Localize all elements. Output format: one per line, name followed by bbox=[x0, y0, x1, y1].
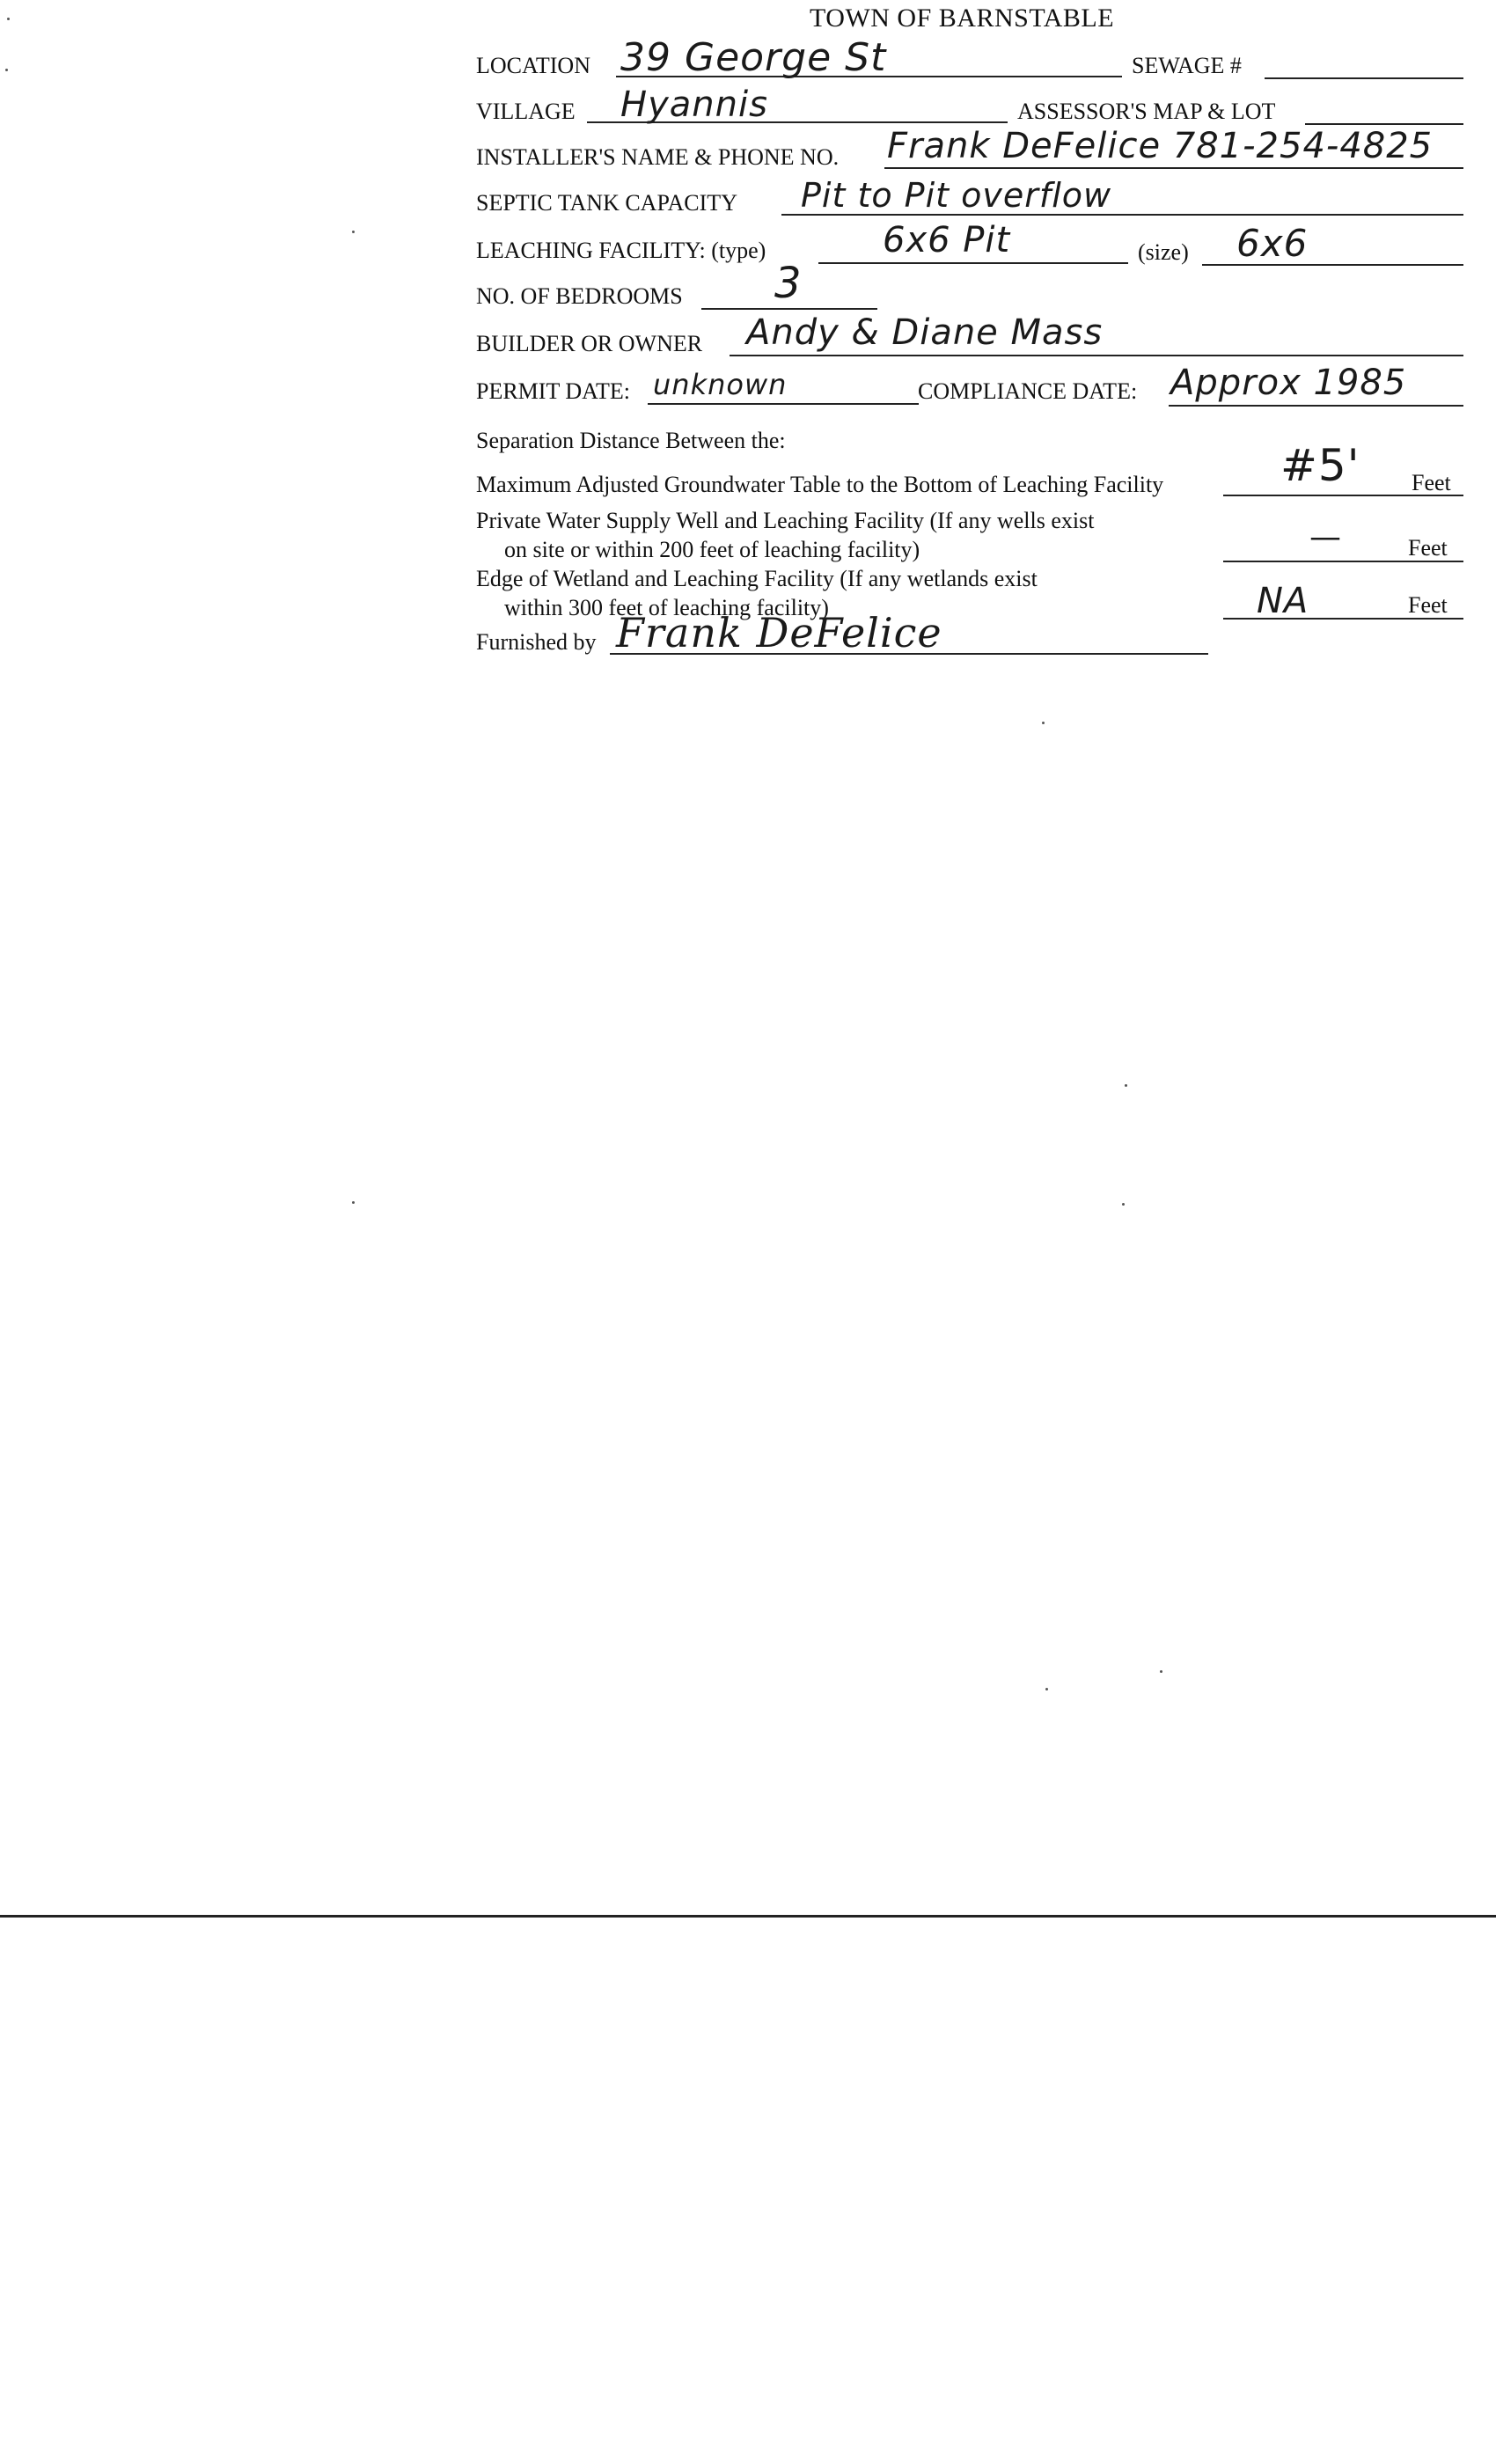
village-value: Hyannis bbox=[620, 84, 768, 125]
leaching-label: LEACHING FACILITY: (type) bbox=[476, 238, 766, 263]
well-feet: Feet bbox=[1408, 535, 1448, 561]
village-label: VILLAGE bbox=[476, 99, 576, 124]
scan-speck bbox=[1125, 1084, 1127, 1087]
scan-speck bbox=[1045, 1688, 1048, 1690]
builder-value: Andy & Diane Mass bbox=[746, 312, 1104, 353]
installer-value: Frank DeFelice 781-254-4825 bbox=[887, 126, 1434, 166]
bedrooms-line bbox=[701, 308, 877, 310]
builder-line bbox=[730, 355, 1463, 356]
leaching-size-label: (size) bbox=[1138, 239, 1189, 265]
groundwater-value: #5' bbox=[1280, 440, 1360, 491]
location-value: 39 George St bbox=[620, 35, 887, 80]
groundwater-feet: Feet bbox=[1412, 470, 1451, 495]
scan-speck bbox=[1122, 1203, 1125, 1206]
permit-value: unknown bbox=[653, 368, 788, 401]
page-bottom-rule bbox=[0, 1915, 1496, 1918]
compliance-value: Approx 1985 bbox=[1170, 363, 1407, 403]
scan-speck bbox=[352, 1201, 355, 1204]
builder-label: BUILDER OR OWNER bbox=[476, 331, 703, 356]
sewage-line bbox=[1265, 77, 1463, 79]
installer-line bbox=[884, 167, 1463, 169]
wetland-feet: Feet bbox=[1408, 592, 1448, 618]
well-value: — bbox=[1309, 519, 1342, 555]
permit-line bbox=[648, 403, 919, 405]
assessor-label: ASSESSOR'S MAP & LOT bbox=[1017, 99, 1276, 124]
septic-value: Pit to Pit overflow bbox=[801, 176, 1112, 215]
scan-speck bbox=[5, 69, 8, 71]
assessor-line bbox=[1305, 123, 1463, 125]
compliance-line bbox=[1169, 405, 1463, 407]
compliance-label: COMPLIANCE DATE: bbox=[918, 378, 1138, 404]
septic-label: SEPTIC TANK CAPACITY bbox=[476, 190, 737, 216]
wetland-value: NA bbox=[1257, 581, 1309, 621]
well-label bbox=[476, 506, 1094, 564]
scan-speck bbox=[1160, 1670, 1162, 1673]
groundwater-label: Maximum Adjusted Groundwater Table to the Bottom of Leaching Facility bbox=[476, 472, 1164, 497]
leaching-type-value: 6x6 Pit bbox=[883, 220, 1011, 260]
permit-label: PERMIT DATE: bbox=[476, 378, 631, 404]
form-title: TOWN OF BARNSTABLE bbox=[810, 4, 1115, 33]
bedrooms-value: 3 bbox=[774, 259, 803, 308]
bedrooms-label: NO. OF BEDROOMS bbox=[476, 283, 683, 309]
scan-speck bbox=[352, 231, 355, 233]
installer-label: INSTALLER'S NAME & PHONE NO. bbox=[476, 144, 840, 170]
location-label: LOCATION bbox=[476, 53, 590, 78]
separation-heading: Separation Distance Between the: bbox=[476, 428, 786, 453]
furnished-signature: Frank DeFelice bbox=[616, 609, 942, 656]
leaching-size-value: 6x6 bbox=[1236, 222, 1309, 265]
well-label-line1: Private Water Supply Well and Leaching Facility (If any wells exist bbox=[476, 508, 1095, 533]
well-label-line2: on site or within 200 feet of leaching facility) bbox=[504, 537, 920, 562]
leaching-type-line bbox=[818, 262, 1128, 264]
wetland-label-line1: Edge of Wetland and Leaching Facility (If any wetlands exist bbox=[476, 566, 1038, 591]
scan-speck bbox=[1042, 722, 1045, 724]
scan-speck bbox=[7, 18, 10, 20]
wetland-label-line2: within 300 feet of leaching facility) bbox=[504, 595, 829, 620]
furnished-label: Furnished by bbox=[476, 629, 597, 655]
sewage-label: SEWAGE # bbox=[1132, 53, 1242, 78]
